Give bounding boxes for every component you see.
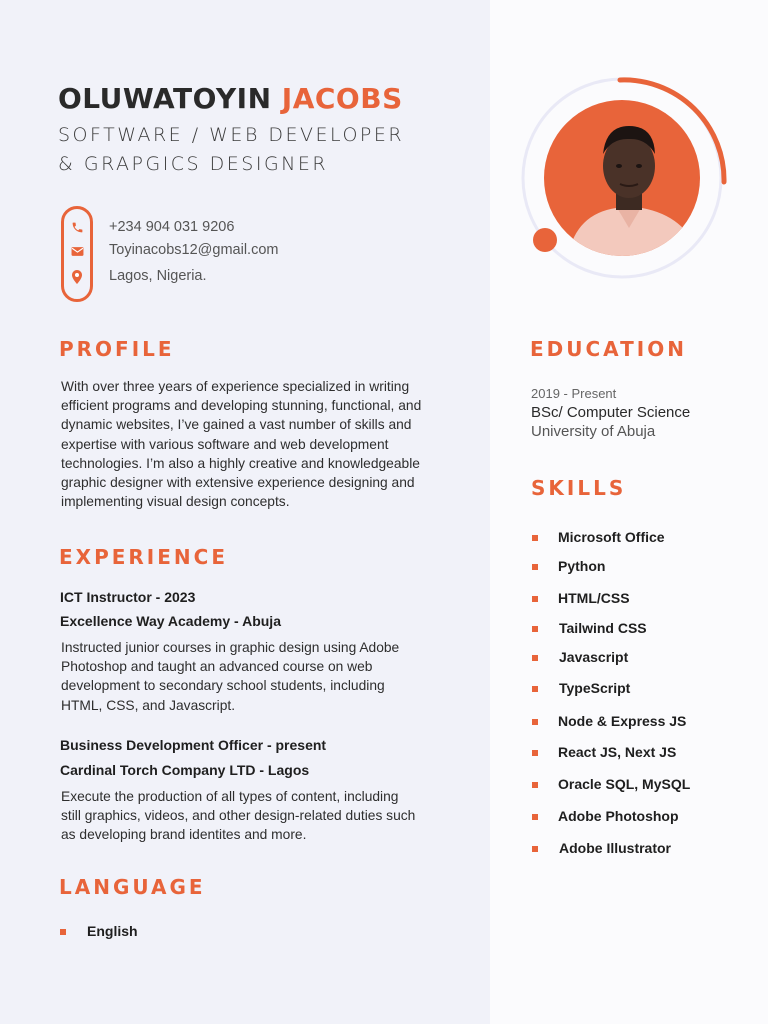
profile-heading: PROFILE [59,337,175,361]
first-name: OLUWATOYIN [58,82,272,115]
bullet-icon [532,564,538,570]
skill-item: Tailwind CSS [559,620,647,636]
job-description [61,638,451,715]
language-heading: LANGUAGE [59,875,206,899]
experience-heading: EXPERIENCE [59,545,228,569]
profile-text [61,377,451,511]
skills-heading: SKILLS [531,476,627,500]
bullet-icon [532,814,538,820]
skill-item: Adobe Illustrator [559,840,672,856]
language-item: English [87,923,138,939]
job-description [61,787,451,845]
job-description-line: development to secondary school students, including [61,678,385,694]
job-company: Cardinal Torch Company LTD - Lagos [60,762,310,778]
bullet-icon [532,535,538,541]
profile-line: dynamic websites, I’ve gained a vast number of skills and [61,417,412,433]
job-description-line: as developing brand identites and more. [61,827,307,843]
bullet-icon [532,626,538,632]
education-period: 2019 - Present [531,386,617,401]
skill-item: React JS, Next JS [558,744,677,760]
skill-item: Node & Express JS [558,713,687,729]
mail-icon [70,244,84,258]
skill-item: TypeScript [559,680,631,696]
job-title-line-1: SOFTWARE / WEB DEVELOPER [58,124,405,146]
job-company: Excellence Way Academy - Abuja [60,613,281,629]
job-role: Business Development Officer - present [60,737,327,753]
last-name: JACOBS [281,82,403,115]
contact-phone: +234 904 031 9206 [109,219,235,235]
skill-item: Adobe Photoshop [558,808,679,824]
job-description-line: still graphics, videos, and other design-related duties such [61,808,416,824]
education-school: University of Abuja [531,423,656,440]
education-degree: BSc/ Computer Science [531,404,691,421]
job-description-line: HTML, CSS, and Javascript. [61,697,236,713]
job-description-line: Instructed junior courses in graphic design using Adobe [61,640,400,655]
location-pin-icon [70,270,84,284]
skill-item: Javascript [559,649,629,665]
resume-name [58,82,403,115]
job-title-line-2: & GRAPGICS DESIGNER [58,153,329,175]
contact-email: Toyinacobs12@gmail.com [109,242,279,258]
bullet-icon [60,929,66,935]
profile-line: With over three years of experience specialized in writing [61,379,410,394]
job-description-line: Execute the production of all types of content, including [61,789,399,804]
skill-item: HTML/CSS [558,590,630,606]
profile-line: graphic designer with extensive experience designing and [61,475,415,491]
bullet-icon [532,655,538,661]
bullet-icon [532,846,538,852]
bullet-icon [532,719,538,725]
contact-location: Lagos, Nigeria. [109,268,207,284]
profile-line: technologies. I’m also a highly creative and knowledgeable [61,455,420,471]
bullet-icon [532,686,538,692]
education-heading: EDUCATION [530,337,687,361]
job-description-line: Photoshop and taught an advanced course on web [61,659,373,675]
profile-line: efficient programs and developing stunning, functional, and [61,398,422,414]
phone-icon [70,220,84,234]
bullet-icon [532,750,538,756]
profile-line: implementing visual design concepts. [61,494,290,510]
skill-item: Microsoft Office [558,529,665,545]
skill-item: Python [558,558,606,574]
profile-line: expertise with various software and web development [61,436,389,452]
job-role: ICT Instructor - 2023 [60,589,196,605]
bullet-icon [532,782,538,788]
bullet-icon [532,596,538,602]
skill-item: Oracle SQL, MySQL [558,776,691,792]
profile-photo-frame [516,76,730,282]
